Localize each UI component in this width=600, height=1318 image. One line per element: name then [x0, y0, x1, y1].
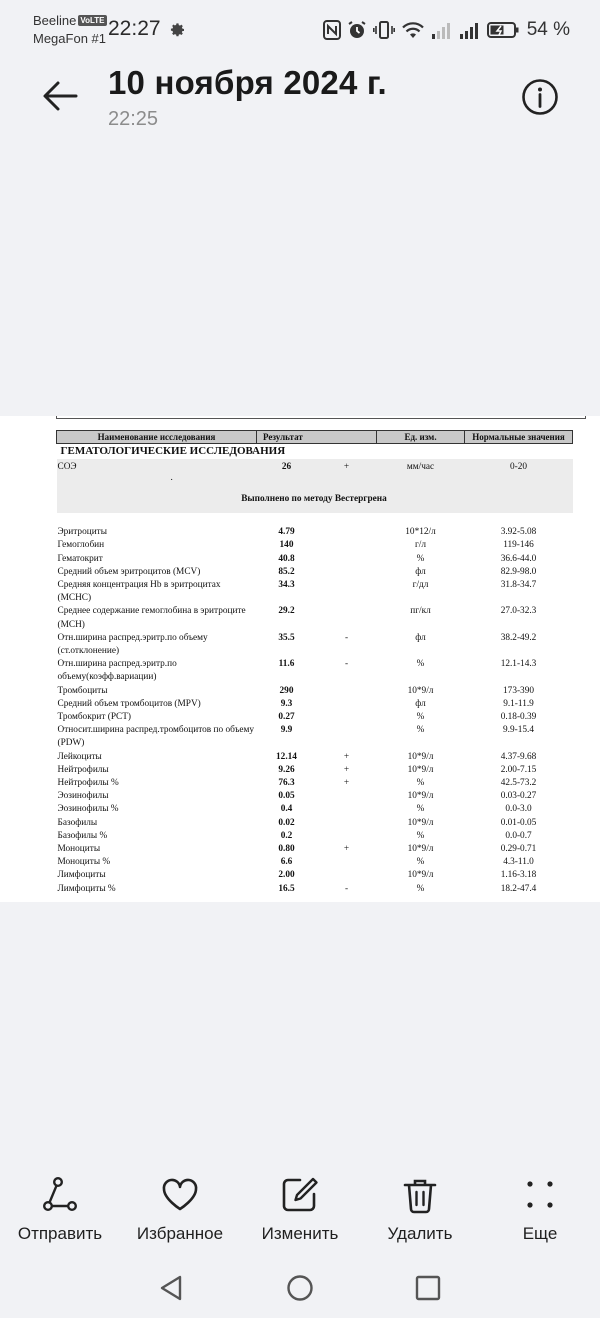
cell-norm: 31.8-34.7 — [500, 580, 537, 591]
cell-norm: 9.9-15.4 — [503, 725, 535, 736]
cell-flag — [317, 711, 377, 724]
table-row — [57, 685, 573, 698]
table-row — [57, 579, 573, 605]
cell-name: Среднее содержание гемоглобина в эритроците (MCH) — [57, 606, 246, 630]
table-row — [57, 632, 573, 658]
esr-method-note: Выполнено по методу Вестергрена — [57, 485, 573, 513]
cell-flag — [317, 724, 377, 750]
cell-unit: г/дл — [412, 580, 429, 591]
cell-name: Средняя концентрация Hb в эритроцитах (MCHC) — [57, 580, 221, 604]
status-clock: 22:27 — [108, 17, 161, 40]
cell-flag — [317, 803, 377, 816]
cell-result: 2.00 — [278, 870, 295, 881]
cell-unit: 10*12/л — [405, 527, 436, 538]
cell-name: Отн.ширина распред.эритр.по объему(коэфф.вариации) — [57, 659, 177, 683]
cell-result: 9.26 — [278, 764, 295, 775]
more-icon — [520, 1176, 560, 1214]
status-bar — [0, 0, 600, 56]
cell-norm: 42.5-73.2 — [500, 778, 537, 789]
cell-result: 26 — [257, 459, 317, 474]
cell-unit: г/л — [414, 540, 427, 551]
alarm-icon — [347, 20, 367, 40]
system-nav-bar — [0, 1262, 600, 1312]
cell-unit: 10*9/л — [407, 817, 434, 828]
cell-result: 9.9 — [280, 725, 293, 736]
cell-name: Лимфоциты — [57, 870, 106, 881]
section-title: ГЕМАТОЛОГИЧЕСКИЕ ИССЛЕДОВАНИЯ — [60, 445, 286, 457]
wifi-icon — [401, 20, 425, 40]
cell-name: Тромбоциты — [57, 685, 108, 696]
cell-unit: 10*9/л — [407, 844, 434, 855]
table-row — [57, 803, 573, 816]
cell-unit: % — [416, 553, 425, 564]
cell-unit: 10*9/л — [407, 685, 434, 696]
cell-result: 35.5 — [278, 632, 295, 643]
table-row — [57, 856, 573, 869]
nav-back-icon[interactable] — [156, 1272, 188, 1304]
cell-unit: % — [416, 830, 425, 841]
cell-flag — [317, 685, 377, 698]
cell-name: Нейтрофилы — [57, 764, 109, 775]
report-top-border — [56, 416, 586, 419]
cell-unit: фл — [415, 632, 426, 643]
share-icon — [40, 1176, 80, 1214]
table-header-row — [57, 431, 573, 444]
cell-result: 12.14 — [276, 751, 297, 762]
cell-unit: 10*9/л — [407, 791, 434, 802]
cell-flag: + — [343, 764, 350, 775]
cell-result: 76.3 — [278, 778, 295, 789]
vibrate-icon — [373, 20, 395, 40]
cell-norm: 1.16-3.18 — [500, 870, 537, 881]
volte-badge: VoLTE — [80, 16, 105, 25]
table-row — [57, 843, 573, 856]
esr-dot: . — [57, 474, 573, 485]
cell-name: Моноциты — [57, 844, 101, 855]
cell-unit: % — [416, 778, 425, 789]
table-row — [57, 883, 573, 896]
cell-flag — [317, 579, 377, 605]
cell-name: Гемоглобин — [57, 540, 105, 551]
table-spacer-row — [57, 513, 573, 526]
cell-result: 11.6 — [278, 659, 295, 670]
cell-norm: 36.6-44.0 — [500, 553, 537, 564]
lab-results-table — [56, 430, 573, 896]
cell-name: Отн.ширина распред.эритр.по объему (ст.отклонение) — [57, 632, 208, 657]
cell-name: Средний объем эритроцитов (MCV) — [57, 566, 201, 577]
cell-unit: 10*9/л — [407, 764, 434, 775]
delete-label: Удалить — [387, 1224, 453, 1243]
cell-norm: 119-146 — [503, 540, 534, 551]
nav-recents-icon[interactable] — [412, 1272, 444, 1304]
delete-button[interactable] — [360, 1168, 480, 1244]
cell-name: Базофилы % — [57, 830, 108, 841]
cell-flag: - — [344, 632, 349, 643]
heart-icon — [160, 1176, 200, 1214]
cell-unit: 10*9/л — [407, 870, 434, 881]
cell-norm: 0.18-0.39 — [500, 712, 537, 723]
favorite-button[interactable] — [120, 1168, 240, 1244]
cell-name: Нейтрофилы % — [57, 778, 119, 789]
cell-flag: + — [343, 751, 350, 762]
cell-flag: - — [344, 883, 349, 894]
cell-unit: % — [416, 883, 425, 894]
cell-result: 6.6 — [280, 857, 293, 868]
nav-home-icon[interactable] — [284, 1272, 316, 1304]
cell-norm: 173-390 — [503, 685, 535, 696]
system-icons — [323, 18, 570, 42]
table-row — [57, 658, 573, 684]
carrier-2: MegaFon #1 — [33, 31, 106, 46]
carrier-info — [33, 12, 107, 48]
cell-name: Лейкоциты — [57, 751, 102, 762]
table-row-esr — [57, 459, 573, 474]
cell-norm: 2.00-7.15 — [500, 764, 537, 775]
cell-flag — [317, 698, 377, 711]
battery-icon — [487, 20, 519, 40]
cell-norm: 82.9-98.0 — [500, 566, 537, 577]
cell-norm: 3.92-5.08 — [500, 527, 537, 538]
cell-unit: фл — [415, 698, 426, 709]
cell-norm: 38.2-49.2 — [500, 632, 537, 643]
table-row — [57, 539, 573, 552]
cell-result: 290 — [279, 685, 294, 696]
col-header-norm: Нормальные значения — [465, 431, 573, 444]
col-header-result: Результат — [257, 431, 377, 444]
table-row — [57, 711, 573, 724]
table-row — [57, 698, 573, 711]
gear-icon — [170, 22, 186, 38]
table-row — [57, 566, 573, 579]
cell-unit: % — [416, 659, 425, 670]
table-row — [57, 764, 573, 777]
nfc-icon — [323, 20, 341, 40]
carrier-1: Beeline — [33, 13, 77, 28]
cell-unit: % — [416, 712, 425, 723]
cell-name: Эозинофилы — [57, 791, 109, 802]
cell-result: 9.3 — [280, 698, 293, 709]
table-row — [57, 526, 573, 539]
cell-norm: 0.0-3.0 — [505, 804, 532, 815]
cell-name: Эозинофилы % — [57, 804, 119, 815]
favorite-label: Избранное — [136, 1224, 224, 1243]
cell-unit: фл — [415, 566, 426, 577]
cell-norm: 4.3-11.0 — [503, 857, 534, 868]
col-header-unit: Ед. изм. — [377, 431, 465, 444]
cell-result: 29.2 — [278, 606, 295, 617]
more-button[interactable] — [480, 1168, 600, 1244]
table-row — [57, 605, 573, 631]
share-button[interactable] — [0, 1168, 120, 1244]
cell-unit: % — [416, 725, 425, 736]
cell-unit: пг/кл — [410, 606, 431, 617]
cell-norm: 18.2-47.4 — [500, 883, 537, 894]
section-title-row — [57, 444, 573, 460]
table-row — [57, 817, 573, 830]
signal-icon-1 — [431, 20, 453, 40]
edit-label: Изменить — [261, 1224, 339, 1243]
cell-result: 34.3 — [278, 580, 295, 591]
edit-icon — [280, 1176, 320, 1214]
cell-name: Относит.ширина распред.тромбоцитов по объему (PDW) — [57, 725, 255, 749]
cell-norm: 4.37-9.68 — [500, 751, 537, 762]
table-row — [57, 790, 573, 803]
cell-name: Моноциты % — [57, 857, 111, 868]
cell-result: 40.8 — [278, 553, 295, 564]
table-row-esr-method — [57, 485, 573, 513]
col-header-name: Наименование исследования — [57, 431, 257, 444]
cell-result: 0.05 — [278, 791, 295, 802]
cell-name: Базофилы — [57, 817, 98, 828]
cell-flag: + — [343, 778, 350, 789]
table-row — [57, 553, 573, 566]
cell-flag — [317, 856, 377, 869]
cell-unit: % — [416, 857, 425, 868]
cell-result: 0.4 — [280, 804, 293, 815]
cell-flag — [317, 605, 377, 631]
cell-flag: + — [343, 844, 350, 855]
cell-norm: 9.1-11.9 — [503, 698, 534, 709]
more-label: Еще — [522, 1224, 558, 1243]
cell-flag — [317, 566, 377, 579]
table-row — [57, 830, 573, 843]
cell-norm: 12.1-14.3 — [500, 659, 537, 670]
cell-name: СОЭ — [57, 459, 257, 474]
cell-flag — [317, 539, 377, 552]
cell-result: 140 — [279, 540, 294, 551]
cell-flag — [317, 830, 377, 843]
cell-flag: - — [344, 659, 349, 670]
page-title: 10 ноября 2024 г. — [108, 64, 387, 101]
cell-norm: 0.03-0.27 — [500, 791, 537, 802]
cell-norm: 0.29-0.71 — [500, 844, 537, 855]
cell-flag — [317, 790, 377, 803]
table-row — [57, 724, 573, 750]
info-icon[interactable] — [520, 77, 560, 117]
cell-flag: + — [317, 459, 377, 474]
cell-flag — [317, 817, 377, 830]
cell-norm: 0-20 — [465, 459, 573, 474]
cell-result: 0.80 — [278, 844, 295, 855]
table-row — [57, 869, 573, 882]
cell-result: 0.2 — [280, 830, 293, 841]
cell-result: 85.2 — [278, 566, 295, 577]
battery-percent: 54 % — [526, 19, 570, 40]
cell-flag — [317, 869, 377, 882]
table-row — [57, 751, 573, 764]
cell-name: Лимфоциты % — [57, 883, 116, 894]
cell-result: 0.02 — [278, 817, 295, 828]
cell-result: 16.5 — [278, 883, 295, 894]
edit-button[interactable] — [240, 1168, 360, 1244]
cell-unit: мм/час — [377, 459, 465, 474]
table-row-esr-dot — [57, 474, 573, 485]
cell-norm: 0.0-0.7 — [505, 830, 532, 841]
cell-name: Тромбокрит (PCT) — [57, 712, 131, 723]
cell-name: Гематокрит — [57, 553, 103, 564]
bottom-toolbar — [0, 1168, 600, 1248]
signal-icon-2 — [459, 20, 481, 40]
cell-result: 0.27 — [278, 712, 295, 723]
share-label: Отправить — [17, 1224, 103, 1243]
cell-result: 4.79 — [278, 527, 295, 538]
cell-norm: 27.0-32.3 — [500, 606, 537, 617]
cell-name: Эритроциты — [57, 527, 107, 538]
cell-unit: % — [416, 804, 425, 815]
table-row — [57, 777, 573, 790]
trash-icon — [400, 1176, 440, 1214]
cell-norm: 0.01-0.05 — [500, 817, 537, 828]
back-arrow-icon[interactable] — [40, 76, 80, 116]
cell-name: Средний объем тромбоцитов (MPV) — [57, 698, 201, 709]
cell-unit: 10*9/л — [407, 751, 434, 762]
page-subtitle-time: 22:25 — [108, 108, 159, 130]
photo-lab-report[interactable] — [0, 416, 600, 902]
cell-flag — [317, 526, 377, 539]
cell-flag — [317, 553, 377, 566]
